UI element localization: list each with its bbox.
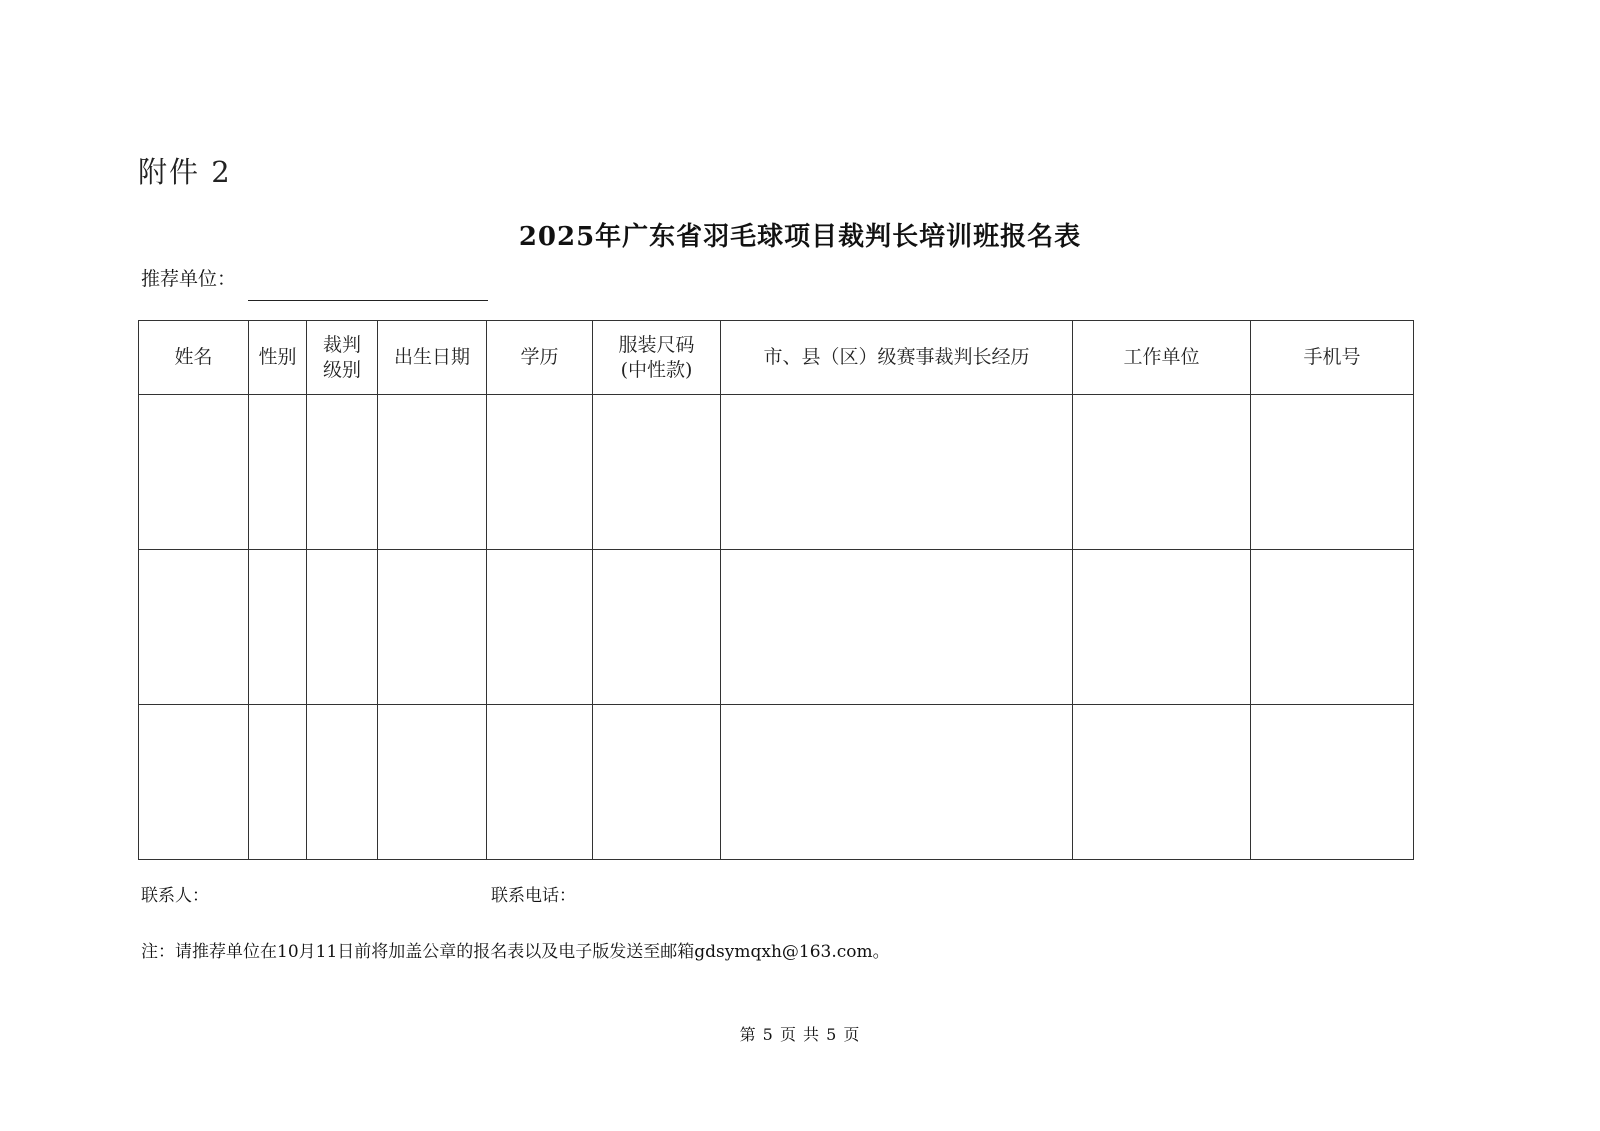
table-cell[interactable] bbox=[1073, 550, 1251, 705]
header-clothing-size: 服装尺码 (中性款) bbox=[593, 321, 721, 395]
contact-phone-label: 联系电话： bbox=[491, 886, 576, 906]
table-cell[interactable] bbox=[1251, 705, 1414, 860]
table-cell[interactable] bbox=[487, 705, 593, 860]
page-number: 第 5 页 共 5 页 bbox=[739, 1025, 861, 1044]
table-cell[interactable] bbox=[593, 550, 721, 705]
table-cell[interactable] bbox=[1251, 550, 1414, 705]
table-row bbox=[139, 705, 1414, 860]
header-gender: 性别 bbox=[249, 321, 307, 395]
header-name: 姓名 bbox=[139, 321, 249, 395]
contact-person-label: 联系人： bbox=[141, 886, 209, 906]
table-cell[interactable] bbox=[721, 550, 1073, 705]
table-cell[interactable] bbox=[249, 395, 307, 550]
recommending-unit-blank-line[interactable] bbox=[248, 300, 488, 301]
table-cell[interactable] bbox=[378, 395, 487, 550]
header-work-unit: 工作单位 bbox=[1073, 321, 1251, 395]
submission-note: 注：请推荐单位在10月11日前将加盖公章的报名表以及电子版发送至邮箱gdsymqxh@163.com。 bbox=[141, 942, 890, 962]
table-cell[interactable] bbox=[249, 550, 307, 705]
table-cell[interactable] bbox=[593, 395, 721, 550]
header-education: 学历 bbox=[487, 321, 593, 395]
header-referee-level: 裁判 级别 bbox=[307, 321, 378, 395]
table-cell[interactable] bbox=[1073, 705, 1251, 860]
table-cell[interactable] bbox=[249, 705, 307, 860]
form-title: 2025年广东省羽毛球项目裁判长培训班报名表 bbox=[518, 222, 1082, 252]
recommending-unit-label: 推荐单位： bbox=[141, 268, 237, 290]
table-cell[interactable] bbox=[139, 550, 249, 705]
table-cell[interactable] bbox=[593, 705, 721, 860]
table-cell[interactable] bbox=[139, 395, 249, 550]
table-cell[interactable] bbox=[721, 395, 1073, 550]
table-cell[interactable] bbox=[378, 705, 487, 860]
table-cell[interactable] bbox=[307, 705, 378, 860]
header-birth-date: 出生日期 bbox=[378, 321, 487, 395]
registration-table bbox=[138, 320, 1414, 860]
attachment-label: 附件 2 bbox=[138, 155, 232, 189]
table-row bbox=[139, 395, 1414, 550]
table-row bbox=[139, 550, 1414, 705]
table-cell[interactable] bbox=[1073, 395, 1251, 550]
table-cell[interactable] bbox=[721, 705, 1073, 860]
table-cell[interactable] bbox=[307, 550, 378, 705]
table-cell[interactable] bbox=[307, 395, 378, 550]
table-cell[interactable] bbox=[1251, 395, 1414, 550]
table-cell[interactable] bbox=[139, 705, 249, 860]
table-cell[interactable] bbox=[487, 550, 593, 705]
header-phone: 手机号 bbox=[1251, 321, 1414, 395]
table-cell[interactable] bbox=[378, 550, 487, 705]
table-cell[interactable] bbox=[487, 395, 593, 550]
table-header-row bbox=[139, 321, 1414, 395]
header-referee-experience: 市、县（区）级赛事裁判长经历 bbox=[721, 321, 1073, 395]
